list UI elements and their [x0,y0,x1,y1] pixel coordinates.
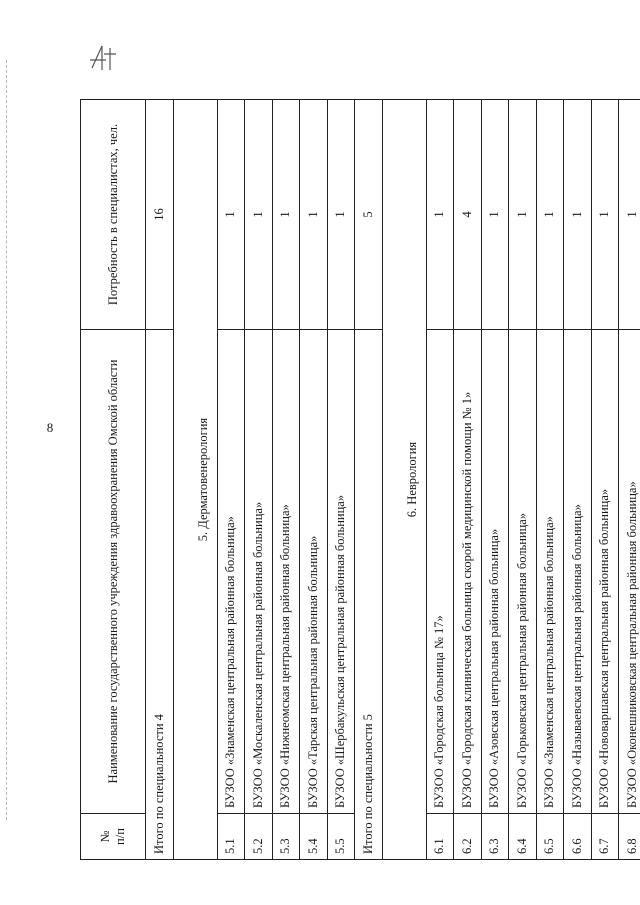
table-row [564,100,592,860]
table-row [509,100,537,860]
row-number: 5.3 [272,814,300,860]
row-institution: БУЗОО «Называевская центральная районная больница» [564,330,592,814]
page-number: 8 [46,420,54,435]
row-number: 5.1 [217,814,245,860]
row-institution: БУЗОО «Знаменская центральная районная больница» [536,330,564,814]
section-6-title: 6. Неврология [382,100,426,860]
table-row [327,100,355,860]
header-institution-name: Наименование государственного учреждения здравоохранения Омской области [81,330,146,814]
rotated-table-sheet [80,100,639,860]
table-row [536,100,564,860]
row-need: 1 [481,100,509,330]
table-row [591,100,619,860]
row-number: 6.4 [509,814,537,860]
handwritten-page-mark [86,40,120,74]
row-number: 6.8 [619,814,640,860]
table-row [619,100,640,860]
row-number: 5.4 [300,814,328,860]
row-institution: БУЗОО «Тарская центральная районная больница» [300,330,328,814]
row-institution: БУЗОО «Знаменская центральная районная больница» [217,330,245,814]
row-number: 5.2 [245,814,273,860]
row-need: 4 [454,100,482,330]
total-5-label: Итого по специальности 5 [355,330,383,860]
row-need: 1 [426,100,454,330]
row-need: 1 [536,100,564,330]
row-need: 1 [217,100,245,330]
row-need: 1 [564,100,592,330]
row-institution: БУЗОО «Москаленская центральная районная больница» [245,330,273,814]
row-institution: БУЗОО «Оконешниковская центральная районная больница» [619,330,640,814]
total-4-value: 16 [146,100,174,330]
total-row-specialty-4 [146,100,174,860]
row-need: 1 [245,100,273,330]
row-institution: БУЗОО «Нижнеомская центральная районная больница» [272,330,300,814]
row-need: 1 [272,100,300,330]
header-number: № п/п [81,814,146,860]
row-institution: БУЗОО «Горьковская центральная районная больница» [509,330,537,814]
row-number: 6.6 [564,814,592,860]
section-5-title-row [173,100,217,860]
table-row [454,100,482,860]
total-4-label: Итого по специальности 4 [146,330,174,860]
row-institution: БУЗОО «Городская клиническая больница скорой медицинской помощи № 1» [454,330,482,814]
section-5-title: 5. Дерматовенерология [173,100,217,860]
section-6-title-row [382,100,426,860]
row-need: 1 [591,100,619,330]
header-specialist-need: Потребность в специалистах, чел. [81,100,146,330]
table-row [217,100,245,860]
staffing-needs-table [80,99,640,860]
row-number: 6.1 [426,814,454,860]
row-need: 1 [300,100,328,330]
row-number: 5.5 [327,814,355,860]
row-number: 6.7 [591,814,619,860]
scan-edge-line [6,60,7,820]
row-number: 6.3 [481,814,509,860]
row-institution: БУЗОО «Городская больница № 17» [426,330,454,814]
row-need: 1 [509,100,537,330]
table-row [426,100,454,860]
row-need: 1 [619,100,640,330]
row-need: 1 [327,100,355,330]
row-institution: БУЗОО «Азовская центральная районная больница» [481,330,509,814]
row-number: 6.2 [454,814,482,860]
total-5-value: 5 [355,100,383,330]
table-row [481,100,509,860]
total-row-specialty-5 [355,100,383,860]
table-row [245,100,273,860]
table-header-row [81,100,146,860]
document-area [80,100,639,860]
row-institution: БУЗОО «Шербакульская центральная районная больница» [327,330,355,814]
row-number: 6.5 [536,814,564,860]
table-row [272,100,300,860]
table-row [300,100,328,860]
row-institution: БУЗОО «Нововаршавская центральная районная больница» [591,330,619,814]
